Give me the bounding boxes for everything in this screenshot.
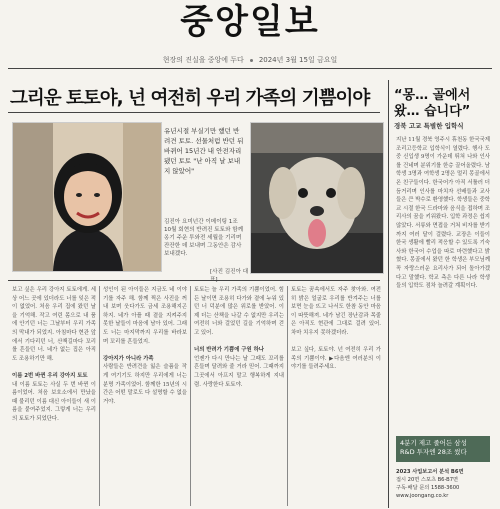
- promo-box[interactable]: [396, 436, 490, 462]
- right-column-divider: [388, 80, 389, 508]
- article-column-3: [194, 286, 284, 508]
- side-story-subtitle: 경북 고교 특별한 입학식: [394, 122, 464, 130]
- promo-line-2: R&D 투자엔 28조 썼다: [400, 448, 467, 456]
- photo-credit: [사진 김진아 대: [210, 269, 249, 275]
- promo-line-3: 2023 사업보고서 분석 B6면: [396, 469, 464, 475]
- column-divider: [287, 286, 288, 506]
- column-1-text: 보고 싶은 우리 강아지 토토에게. 세상 어느 곳에 있더라도 너를 잊은 적이 없었어. 처음 우리 집에 왔던 날을 기억해. 작고 여린 몸으로 내 품에 안기던 너는 그날부터 우리 가족의 막내가 되었지. 아침마다 현관 앞에서 기다리던 너, 산책길마다 꼬리를 흔들던 너. 네가 없는 집은 아직도 조용하기만 해.: [12, 287, 96, 362]
- article-column-4: [291, 286, 381, 508]
- masthead-rule: [8, 68, 492, 69]
- main-headline: 그리운 토토야, 넌 여전히 우리 가족의 기쁨이야: [10, 88, 370, 109]
- column-divider: [99, 286, 100, 506]
- dog-illustration: [251, 123, 383, 273]
- column-divider: [190, 286, 191, 506]
- headline-rule: [8, 112, 380, 113]
- column-3-text-2: 언젠가 다시 만나는 날 그때도 꼬리를 흔들며 달려와 줄 거라 믿어. 그때까지 그곳에서 아프지 말고 행복하게 지내렴. 사랑한다 토토야.: [194, 355, 284, 388]
- column-3-subhead: 너의 반려가 기쁨에 구원 하나: [194, 347, 264, 354]
- newspaper-logo: 중앙일보: [180, 2, 320, 42]
- dog-photo: [250, 122, 384, 274]
- article-column-1: [12, 286, 96, 508]
- article-column-2: [103, 286, 187, 508]
- footer-website[interactable]: www.joongang.co.kr: [396, 493, 449, 499]
- column-2-text-2: 사람들은 반려견을 잃은 슬픔을 작게 여기기도 하지만 우리에게 너는 분명 가족이었어. 함께한 15년의 시간은 어떤 말로도 다 설명할 수 없을 거야.: [103, 364, 187, 405]
- slogan: 현장의 진실을 중앙에 두다: [162, 56, 244, 64]
- photo-quote: 유년시절 부실기만 했던 반려견 토토. 선물처럼 반던 뒤 바뀌어 15년간 내 안전자리 됐던 토토 "난 아직 날 보내지 않았어": [164, 127, 244, 175]
- masthead: [0, 0, 500, 44]
- column-2-subhead: 강아지가 아니라 가족: [103, 355, 154, 362]
- column-4-text-2: 보고 싶다, 토토야. 넌 여전히 우리 가족의 기쁨이야. ▶다음엔 여러분의 이야기를 들려주세요.: [291, 347, 381, 371]
- photo-rule: [8, 280, 380, 281]
- photo-caption: 김진아 요미넌간 이메이팅 1조10월 회현의 반려진 토토와 함께 옹기 주운 투와전 세월을 기리며 잔잔한 데 보내며 그동안은 감사 보내겠다.: [164, 219, 244, 257]
- side-story-body: 지난 11월 경북 영주시 휴천동 한국국제조리고등학교 입학식이 열렸다. 행사 도중 신입생 9명이 가운데 뛰쳐 나와 인사를 건네며 분위기를 한층 끌어올렸다. 남학생 3명과 여학생 2명은 멀리 몽골에서 온 친구들이다. 한국어가 아직 서툴러 더듬거리며 인사를 마치자 선배들과 교사들은 큰 박수로 환영했다. 학생들은 중학교 시절 한국 드라마와 음식을 접하며 조리사의 꿈을 키워왔다. 입학 과정은 쉽지 않았다. 서류와 면접을 거쳐 비자를 받기까지 여러 달이 걸렸다. 교장은 이들이 한국 생활에 빨리 적응할 수 있도록 기숙사와 한국어 수업을 따로 마련했다고 밝혔다. 몽골에서 왔던 한 학생은 부모님께 꼭 자랑스러운 요리사가 되어 돌아가겠다고 말했다. 학교 측은 다른 나라 학생들의 입학도 점차 늘려갈 계획이다.: [396, 137, 490, 290]
- issue-date: 2024년 3월 15일 금요일: [258, 56, 338, 64]
- separator-dot: [250, 59, 253, 62]
- column-1-subhead: 이름 2번 바뀐 우리 강아지 토토: [12, 372, 88, 379]
- portrait-photo: [12, 122, 162, 272]
- portrait-illustration: [13, 123, 161, 271]
- promo-line-1: 4분기 제고 줄어든 삼성: [400, 439, 467, 447]
- column-4-text: 토토는 꿈속에서도 자주 찾아와. 여전히 밝은 얼굴로 우리를 반겨주는 너를 보면 눈을 뜨고 나서도 한참 동안 마음이 따뜻해져. 네가 남긴 장난감과 목줄은 아직도 현관에 그대로 걸려 있어. 차마 치우지 못하겠더라.: [291, 287, 381, 336]
- footer-line-1: 접시 20면 스포츠 B6-B7면: [396, 477, 459, 483]
- column-3-text: 토토는 늘 우리 가족의 기쁨이었어. 힘든 날이면 조용히 다가와 곁에 누워 있던 너 덕분에 많은 위로를 받았어. 이제 더는 산책을 나갈 수 없지만 우리는 여전히 너와 걸었던 길을 기억하며 걷고 있어.: [194, 287, 284, 336]
- side-story-title: “몽… 골에서 왔… 습니다”: [394, 88, 471, 119]
- column-1-text-2: 내 이름 토토는 사실 두 번 바뀐 이름이었어. 처음 보호소에서 만났을 때 불리던 이름 대신 아이들이 새 이름을 붙여주었지. 그렇게 너는 우리의 토토가 되었단다.: [12, 381, 96, 422]
- footer-info: [396, 468, 490, 500]
- column-2-text: 성인이 된 아이들은 지금도 네 이야기를 자주 해. 함께 찍은 사진을 꺼내 보며 웃다가도 금세 조용해지곤 하지. 네가 아플 때 곁을 지켜주지 못한 날들이 마음에 남아 있어. 그래도 너는 마지막까지 우리를 바라보며 꼬리를 흔들었지.: [103, 287, 187, 345]
- dateline: [0, 55, 500, 65]
- footer-line-2: 구독·배달 문의 1588-3600: [396, 485, 460, 491]
